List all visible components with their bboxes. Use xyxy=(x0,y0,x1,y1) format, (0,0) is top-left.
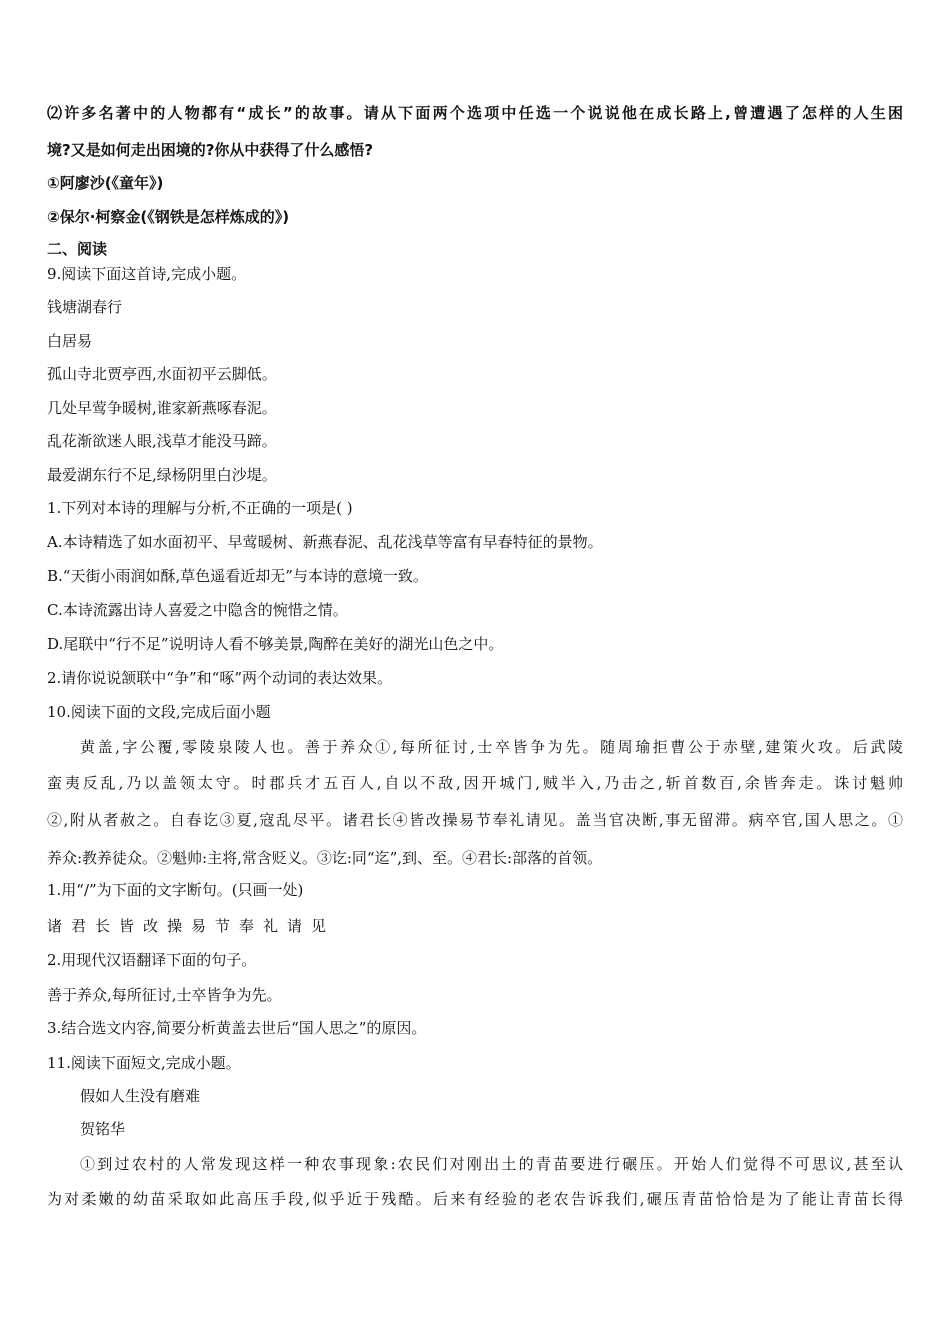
question-11-intro: 11.阅读下面短文,完成小题。 xyxy=(47,1054,241,1072)
question-10-sub-2: 2.用现代汉语翻译下面的句子。 xyxy=(47,951,257,969)
question-10-sub-1: 1.用“/”为下面的文字断句。(只画一处) xyxy=(47,881,304,899)
option-c: C.本诗流露出诗人喜爱之中隐含的惋惜之情。 xyxy=(47,601,348,619)
question-9-intro: 9.阅读下面这首诗,完成小题。 xyxy=(47,265,247,283)
poem-title: 钱塘湖春行 xyxy=(47,298,123,316)
option-b: B.“天街小雨润如酥,草色遥看近却无”与本诗的意境一致。 xyxy=(47,567,428,585)
section-title-reading: 二、阅读 xyxy=(47,240,108,258)
essay-author: 贺铭华 xyxy=(80,1120,126,1138)
question-10-sub-3: 3.结合选文内容,简要分析黄盖去世后“国人思之”的原因。 xyxy=(47,1019,427,1037)
question-8-2-line-1: ⑵许多名著中的人物都有“成长”的故事。请从下面两个选项中任选一个说说他在成长路上,曾遭遇了怎样的人生困 xyxy=(47,104,903,122)
poem-line: 乱花渐欲迷人眼,浅草才能没马蹄。 xyxy=(47,432,277,450)
question-8-2-line-2: 境?又是如何走出困境的?你从中获得了什么感悟? xyxy=(47,141,374,159)
passage-line: 蛮夷反乱,乃以盖领太守。时郡兵才五百人,自以不敌,因开城门,贼半入,乃击之,斩首数百,余皆奔走。诛讨魁帅 xyxy=(47,774,903,792)
option-1: ①阿廖沙(《童年》) xyxy=(47,174,164,192)
essay-paragraph-line: 为对柔嫩的幼苗采取如此高压手段,似乎近于残酷。后来有经验的老农告诉我们,碾压青苗恰恰是为了能让青苗长得 xyxy=(47,1190,903,1208)
question-10-intro: 10.阅读下面的文段,完成后面小题 xyxy=(47,703,271,721)
option-d: D.尾联中“行不足”说明诗人看不够美景,陶醉在美好的湖光山色之中。 xyxy=(47,635,504,653)
poem-line: 最爱湖东行不足,绿杨阴里白沙堤。 xyxy=(47,466,277,484)
question-10-sub-2-text: 善于养众,每所征讨,士卒皆争为先。 xyxy=(47,986,282,1004)
question-10-sub-1-text: 诸君长皆改操易节奉礼请见 xyxy=(47,917,336,935)
poem-line: 孤山寺北贾亭西,水面初平云脚低。 xyxy=(47,365,277,383)
poem-line: 几处早莺争暖树,谁家新燕啄春泥。 xyxy=(47,399,277,417)
essay-paragraph-line: ①到过农村的人常发现这样一种农事现象:农民们对刚出土的青苗要进行碾压。开始人们觉得不可思议,甚至认 xyxy=(80,1155,903,1173)
passage-line: ②,附从者赦之。自春讫③夏,寇乱尽平。诸君长④皆改操易节奉礼请见。盖当官决断,事无留滞。病卒官,国人思之。① xyxy=(47,811,903,829)
question-9-sub-2: 2.请你说说颔联中“争”和“啄”两个动词的表达效果。 xyxy=(47,669,392,687)
passage-line: 黄盖,字公覆,零陵泉陵人也。善于养众①,每所征讨,士卒皆争为先。随周瑜拒曹公于赤壁,建策火攻。后武陵 xyxy=(80,738,903,756)
essay-title: 假如人生没有磨难 xyxy=(80,1087,201,1105)
passage-line: 养众:教养徒众。②魁帅:主将,常含贬义。③讫:同“迄”,到、至。④君长:部落的首领。 xyxy=(47,849,603,867)
option-a: A.本诗精选了如水面初平、早莺暖树、新燕春泥、乱花浅草等富有早春特征的景物。 xyxy=(47,533,603,551)
option-2: ②保尔·柯察金(《钢铁是怎样炼成的》) xyxy=(47,208,290,226)
poem-author: 白居易 xyxy=(47,332,93,350)
question-9-sub-1: 1.下列对本诗的理解与分析,不正确的一项是( ) xyxy=(47,499,353,517)
